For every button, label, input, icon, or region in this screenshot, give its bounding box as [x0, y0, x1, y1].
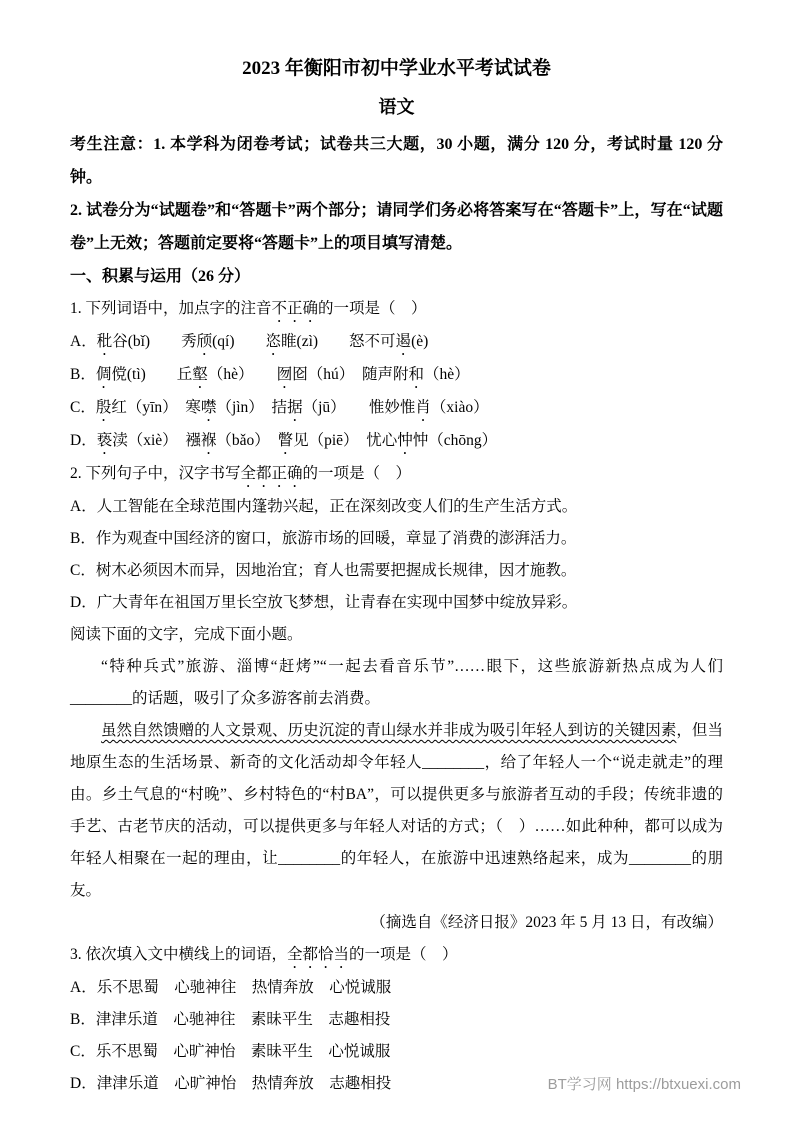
emphasis-dot-text: 恣	[265, 333, 282, 350]
text-run: 1. 下列词语中，加点字的注音	[70, 300, 272, 317]
text-run: 的一项是（ ）	[349, 946, 458, 963]
text-run: （xiào）	[430, 399, 489, 416]
question-3-option-c: C．乐不思蜀 心旷神怡 素昧平生 心悦诚服	[70, 1043, 391, 1060]
question-2-stem	[70, 458, 723, 491]
text-run: 傥(tì) 丘	[111, 366, 193, 383]
emphasis-dot-text: 囫	[276, 366, 293, 383]
emphasis-dot-text: 瞥	[277, 432, 294, 449]
text-run: 谷(bǐ) 秀	[112, 333, 197, 350]
emphasis-dot-text: 全都恰当	[287, 946, 350, 963]
question-3-option-d: D．津津乐道 心旷神怡 热情奔放 志趣相投	[70, 1075, 392, 1092]
question-2-option-b: B．作为观查中国经济的窗口，旅游市场的回暖，章显了消费的澎湃活力。	[70, 530, 577, 547]
emphasis-dot-text: 不正确	[271, 300, 319, 317]
text-run: （hè）	[424, 366, 470, 383]
emphasis-dot-text: 秕	[96, 333, 113, 350]
emphasis-dot-text: 颀	[196, 333, 213, 350]
question-1-option-d	[70, 425, 723, 458]
text-run: 睢(zì) 怒不可	[281, 333, 396, 350]
emphasis-dot-text: 忡	[397, 432, 413, 449]
text-run: C．	[70, 399, 96, 416]
passage-source: （摘选自《经济日报》2023 年 5 月 13 日，有改编）	[370, 914, 723, 931]
passage-paragraph-1: “特种兵式”旅游、淄博“赶烤”“一起去看音乐节”……眼下，这些旅游新热点成为人们________的话题，吸引了众多游客前去消费。	[70, 658, 723, 707]
question-1-option-a	[70, 326, 723, 359]
question-3-option-a: A．乐不思蜀 心驰神往 热情奔放 心悦诚服	[70, 979, 392, 996]
site-name: BT学习网	[547, 1076, 612, 1093]
question-1-option-b	[70, 359, 723, 392]
text-run: 2. 下列句子中，汉字书写	[70, 465, 241, 482]
text-run: （hè）	[207, 366, 277, 383]
emphasis-dot-text: 褓	[200, 432, 217, 449]
emphasis-dot-text: 殷	[95, 399, 112, 416]
exam-subject: 语文	[378, 97, 415, 117]
question-3-stem	[70, 939, 723, 972]
question-1-stem	[70, 293, 723, 326]
section-1-heading: 一、积累与运用（26 分）	[70, 268, 251, 285]
reading-instruction: 阅读下面的文字，完成下面小题。	[70, 626, 303, 643]
text-run: D．	[70, 432, 97, 449]
text-run: 忡（chōng）	[412, 432, 498, 449]
text-run: B．	[70, 366, 96, 383]
wavy-underline-text: 虽然自然馈赠的人文景观、历史沉淀的青山绿水并非成为吸引年轻人到访的关键因素	[101, 722, 677, 739]
text-run: （jìn） 拮	[216, 399, 288, 416]
text-run: (qí)	[212, 333, 266, 350]
emphasis-dot-text: 和	[408, 366, 424, 383]
emphasis-dot-text: 壑	[192, 366, 208, 383]
text-run: 囵（hú） 随声附	[292, 366, 409, 383]
emphasis-dot-text: 据	[287, 399, 303, 416]
exam-title: 2023 年衡阳市初中学业水平考试试卷	[242, 58, 551, 79]
emphasis-dot-text: 噤	[200, 399, 217, 416]
emphasis-dot-text: 肖	[415, 399, 431, 416]
emphasis-dot-text: 遏	[395, 333, 412, 350]
question-1-option-c	[70, 392, 723, 425]
text-run: 见（piē） 忧心	[293, 432, 398, 449]
text-run: A．	[70, 333, 97, 350]
site-watermark	[548, 1073, 741, 1094]
candidate-notice-line-2: 2. 试卷分为“试题卷”和“答题卡”两个部分；请同学们务必将答案写在“答题卡”上，写在“试题卷”上无效；答题前定要将“答题卡”上的项目填写清楚。	[70, 202, 723, 252]
text-run: ，但当地原生态的生活场景、新奇的文化活动却令年轻人________，给了年轻人一个“说走就走”的理由。乡土气息的“村晚”、乡村特色的“村BA”，可以提供更多与旅游者互动的手段；传统非遗的手艺、古老节庆的活动，可以提供更多与年轻人对话的方式；（ ）……如此种种，都可以成为年轻人相聚在一起的理由，让________的年轻人，在旅游中迅速熟络起来，成为________的朋友。	[70, 722, 723, 899]
emphasis-dot-text: 亵	[96, 432, 113, 449]
text-run: （jū） 惟妙惟	[302, 399, 416, 416]
question-2-option-a: A．人工智能在全球范围内篷勃兴起，正在深刻改变人们的生产生活方式。	[70, 498, 578, 515]
text-run: （bǎo）	[216, 432, 278, 449]
question-3-option-b: B．津津乐道 心驰神往 素昧平生 志趣相投	[70, 1011, 391, 1028]
question-2-option-c: C．树木必须因木而异，因地治宜；育人也需要把握成长规律，因才施教。	[70, 562, 577, 579]
text-run: 的一项是（ ）	[302, 465, 412, 482]
candidate-notice-line-1: 考生注意：1. 本学科为闭卷考试；试卷共三大题，30 小题，满分 120 分，考试时量 120 分钟。	[70, 136, 723, 186]
text-run: (è)	[411, 333, 429, 350]
passage-paragraph-2	[70, 715, 723, 907]
question-2-option-d: D．广大青年在祖国万里长空放飞梦想，让青春在实现中国梦中绽放异彩。	[70, 594, 578, 611]
emphasis-dot-text: 全都正确	[240, 465, 303, 482]
site-url-link[interactable]: https://btxuexi.com	[615, 1076, 741, 1093]
text-run: 的一项是（ ）	[318, 300, 427, 317]
text-run: 渎（xiè） 襁	[112, 432, 201, 449]
text-run: 红（yīn） 寒	[111, 399, 201, 416]
emphasis-dot-text: 倜	[95, 366, 112, 383]
text-run: 3. 依次填入文中横线上的词语，	[70, 946, 288, 963]
